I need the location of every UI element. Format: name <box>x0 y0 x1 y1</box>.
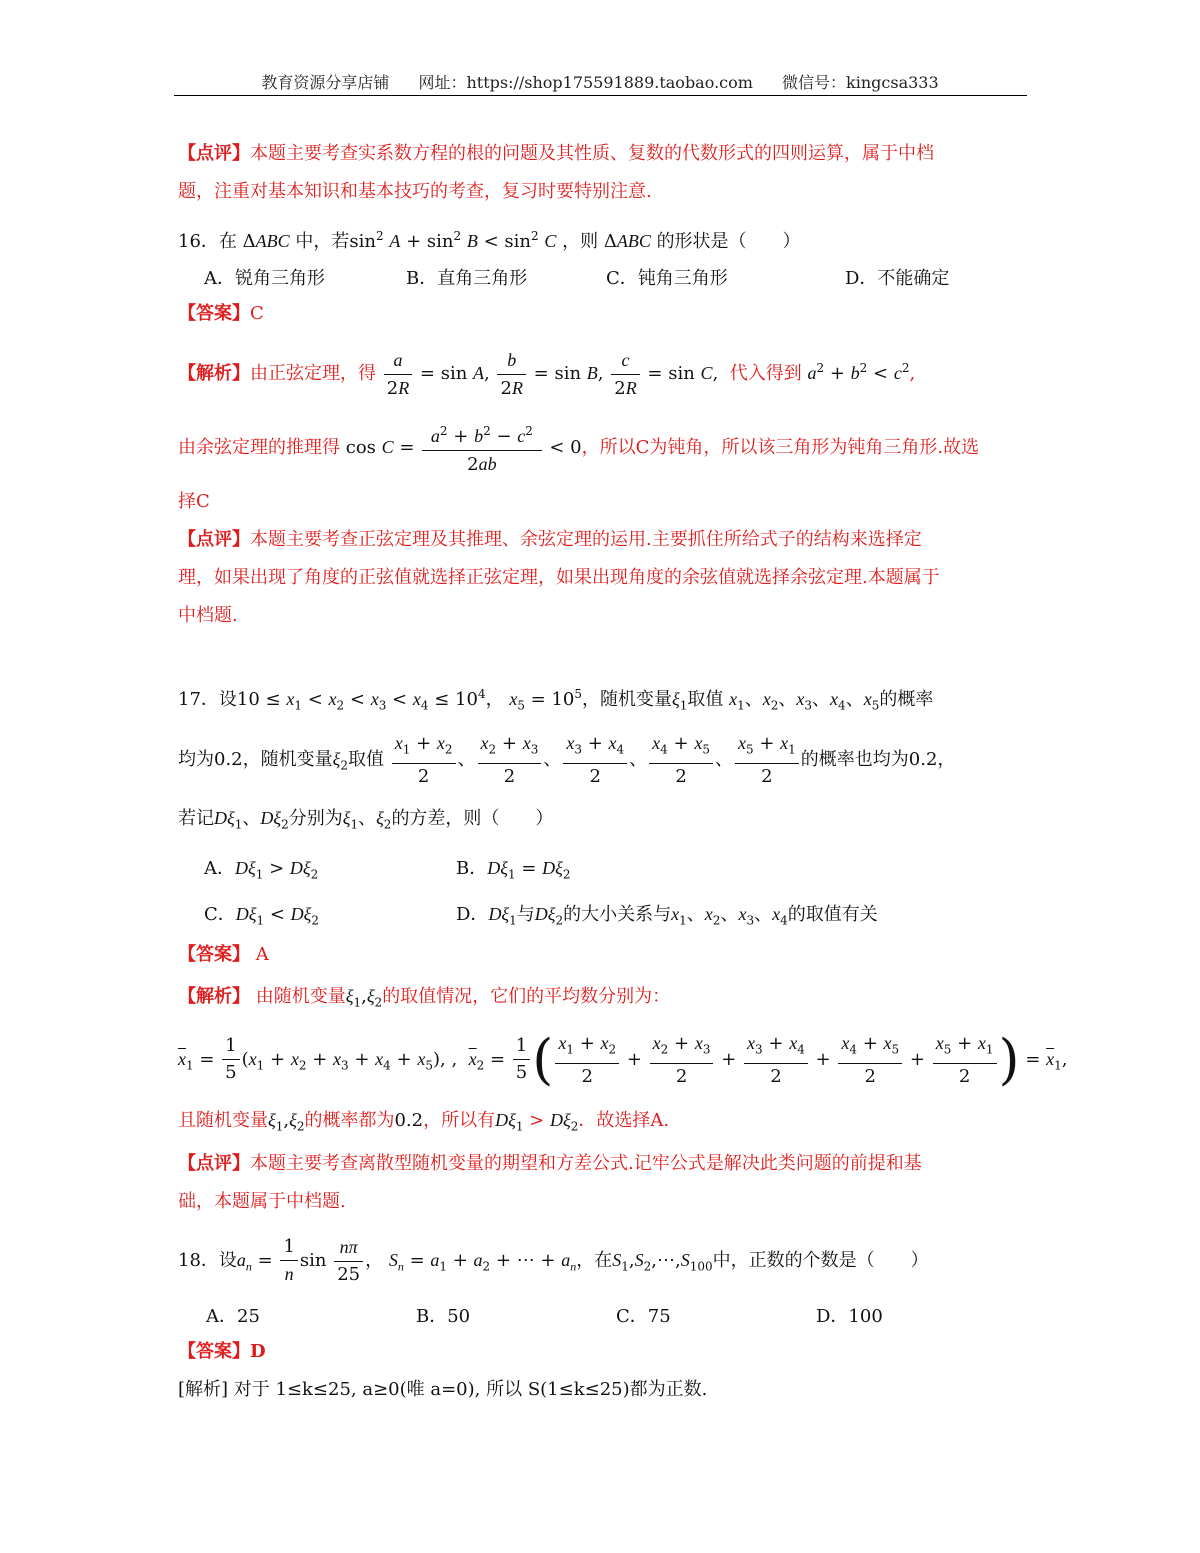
q17-stem-line3: 若记$D\xi_1$、$D\xi_2$分别为$\xi_1$、$\xi_2$的方差，则（ ） <box>178 808 554 832</box>
q17-option-c: C．$D\xi_1 < D\xi_2$ <box>204 904 320 928</box>
q18-stem: 18．设$a_n$ = $\frac{1}{n}$ sin $\frac{n\pi}{25}$ ， $S_n = a_1 + a_2$ + ⋯ + $a_n$，在$S_1,S_2,\cdots,S_{100}$中，正数的个数是（ ） <box>178 1236 929 1285</box>
q17-analysis-line1: 【解析】 由随机变量$\xi_1,\xi_2$的取值情况，它们的平均数分别为： <box>178 986 671 1010</box>
q17-mean-formulas: $\overline{x}_1$ = $\frac{1}{5}$ $(x_1 + x_2 + x_3 + x_4 + x_5)$, , $\overline{x}_2$ = $\frac{1}{5}$ ( $\frac{x_1 + x_2}{2}$ + $\frac{x_2 + x_3}{2}$ + $\frac{x_3 + x_4}{2}$ + $\frac{x_4 + x_5}{2}$ + $\frac{x_5 + x_1}{2}$ ) = $\overline{x}_1$, <box>178 1027 1068 1091</box>
shop-name: 教育资源分享店铺 <box>261 73 390 92</box>
q16-option-d: D．不能确定 <box>845 268 950 289</box>
q17-answer: 【答案】 A <box>178 944 269 965</box>
q17-stem-line2: 均为0.2，随机变量$\xi_2$取值 $\frac{x_1 + x_2}{2}$ 、 $\frac{x_2 + x_3}{2}$ 、 $\frac{x_3 + x_4}{2}$ 、 $\frac{x_4 + x_5}{2}$ 、 $\frac{x_5 + x_1}{2}$ 的概率也均为0.2， <box>178 730 955 793</box>
q18-answer: 【答案】D <box>178 1341 266 1362</box>
q18-option-b: B．50 <box>416 1306 471 1327</box>
q18-analysis: [解析] 对于 1≤k≤25, a≥0(唯 a=0), 所以 S(1≤k≤25)都为正数. <box>178 1379 708 1400</box>
q17-comment-line1: 【点评】本题主要考查离散型随机变量的期望和方差公式.记牢公式是解决此类问题的前提和基 <box>178 1153 922 1174</box>
q17-stem-line1: 17．设$10 \le x_1 < x_2 < x_3 < x_4 \le 10^4$， $x_5 = 10^5$，随机变量$\xi_1$取值 $x_1$、$x_2$、$x_3$、$x_4$、$x_5$的概率 <box>178 687 934 713</box>
q16-comment-line2: 理，如果出现了角度的正弦值就选择正弦定理，如果出现角度的余弦值就选择余弦定理.本题属于 <box>178 567 940 588</box>
q16-stem: 16．在 ΔABC 中，若$\sin^2 A + \sin^2 B < \sin^2 C$ ，则 ΔABC 的形状是（ ） <box>178 229 801 252</box>
q18-option-c: C．75 <box>616 1306 671 1327</box>
q16-answer: 【答案】C <box>178 303 264 324</box>
q17-option-b: B．$D\xi_1 = D\xi_2$ <box>456 858 571 882</box>
shop-url: 网址：https://shop175591889.taobao.com <box>418 73 753 92</box>
q16-analysis-line1: 【解析】由正弦定理，得 $\frac{a}{2R}$ = sin A, $\frac{b}{2R}$ = sin B, $\frac{c}{2R}$ = sin C, 代入得到 $a^2 + b^2 < c^2$, <box>178 340 915 402</box>
q18-option-a: A．25 <box>206 1306 260 1327</box>
q16-option-b: B．直角三角形 <box>406 268 528 289</box>
page-header <box>0 70 1200 93</box>
q15-comment-line2: 题，注重对基本知识和基本技巧的考查，复习时要特别注意. <box>178 181 652 202</box>
q17-option-a: A．$D\xi_1 > D\xi_2$ <box>204 858 319 882</box>
q17-comment-line2: 础，本题属于中档题. <box>178 1191 346 1212</box>
q16-analysis-line2: 由余弦定理的推理得 cos C = $\frac{a^2 + b^2 - c^2}{2ab}$ < 0，所以C为钝角，所以该三角形为钝角三角形.故选 <box>178 418 979 478</box>
q17-option-d: D．$D\xi_1$与$D\xi_2$的大小关系与$x_1$、$x_2$、$x_3$、$x_4$的取值有关 <box>456 904 878 928</box>
q16-comment-line3: 中档题. <box>178 605 238 626</box>
q15-comment-line1: 【点评】本题主要考查实系数方程的根的问题及其性质、复数的代数形式的四则运算，属于中档 <box>178 143 934 164</box>
wechat-id: 微信号：kingcsa333 <box>782 73 939 92</box>
q16-comment-line1: 【点评】本题主要考查正弦定理及其推理、余弦定理的运用.主要抓住所给式子的结构来选择定 <box>178 529 922 550</box>
q16-option-c: C．钝角三角形 <box>606 268 728 289</box>
q16-analysis-line3: 择C <box>178 491 210 512</box>
header-divider <box>174 95 1027 96</box>
q18-option-d: D．100 <box>816 1306 883 1327</box>
q17-conclusion: 且随机变量$\xi_1,\xi_2$的概率都为0.2，所以有$D\xi_1 > D\xi_2$．故选择A. <box>178 1110 670 1134</box>
q16-option-a: A．锐角三角形 <box>204 268 325 289</box>
